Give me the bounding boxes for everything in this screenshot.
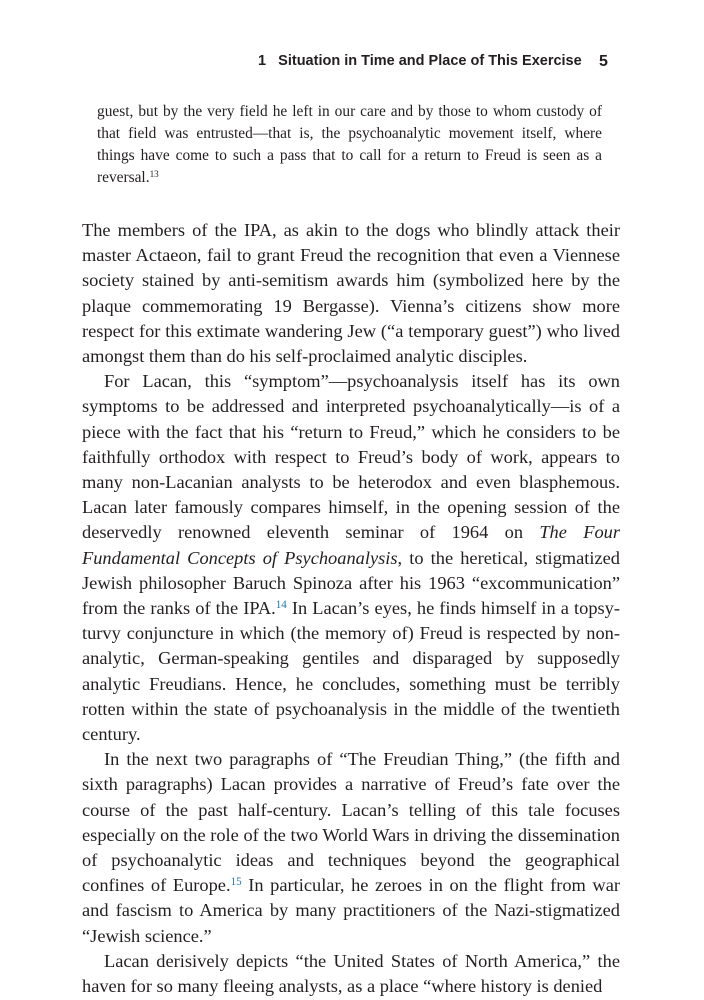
- block-quote: [97, 101, 602, 189]
- paragraph-2-text-c: In Lacan’s eyes, he finds himself in a topsy-turvy conjuncture in which (the memory of) Freud is respected by non-analytic, German-speaking gentiles and disparaged by supposedly analytic Freudians. Hence, he concludes, something must be terribly rotten within the state of psychoanalysis in the middle of the twentieth century.: [82, 598, 620, 745]
- paragraph-2: [82, 369, 620, 747]
- footnote-ref-13[interactable]: 13: [149, 168, 159, 179]
- block-quote-text: guest, but by the very field he left in our care and by those to whom custody of that field was entrusted—that is, the psychoanalytic movement itself, where things have come to such a pass that to call for a return to Freud is seen as a reversal.: [97, 103, 602, 186]
- running-header: [0, 53, 704, 75]
- chapter-title: Situation in Time and Place of This Exercise: [278, 53, 582, 69]
- paragraph-3-text-b: In particular, he zeroes in on the flight from war and fascism to America by many practitioners of the Nazi-stigmatized “Jewish science.”: [82, 875, 620, 946]
- paragraph-2-text-a: For Lacan, this “symptom”—psychoanalysis itself has its own symptoms to be addressed and interpreted psychoanalytically—is of a piece with the fact that his “return to Freud,” which he considers to be faithfully orthodox with respect to Freud’s body of work, appears to many non-Lacanian analysts to be heterodox and even blasphemous. Lacan later famously compares himself, in the opening session of the deservedly renowned eleventh seminar of 1964 on: [82, 371, 620, 543]
- footnote-link-14[interactable]: 14: [275, 598, 287, 611]
- paragraph-3-text-a: In the next two paragraphs of “The Freudian Thing,” (the fifth and sixth paragraphs) Lacan provides a narrative of Freud’s fate over the course of the past half-century. Lacan’s telling of this tale focuses especially on the role of the two World Wars in driving the dissemination of psychoanalytic ideas and techniques beyond the geographical confines of Europe.: [82, 749, 620, 896]
- block-quote-paragraph: [97, 101, 602, 189]
- paragraph-2-text-b: , to the heretical, stigmatized Jewish philosopher Baruch Spinoza after his 1963 “excommunication” from the ranks of the IPA.: [82, 547, 621, 619]
- paragraph-3: [82, 747, 620, 949]
- chapter-heading: [258, 53, 582, 69]
- paragraph-4: Lacan derisively depicts “the United States of North America,” the haven for so many fleeing analysts, as a place “where history is denied: [82, 950, 620, 997]
- page-number: 5: [599, 53, 608, 70]
- main-text: [82, 218, 620, 999]
- book-title: The Four Fundamental Concepts of Psychoanalysis: [82, 522, 621, 568]
- chapter-number: 1: [258, 53, 267, 69]
- footnote-link-15[interactable]: 15: [230, 876, 242, 889]
- paragraph-1: The members of the IPA, as akin to the dogs who blindly attack their master Actaeon, fail to grant Freud the recognition that even a Viennese society stained by anti-semitism awards him (symbolized here by the plaque commemorating 19 Bergasse). Vienna’s citizens show more respect for this extimate wandering Jew (“a temporary guest”) who lived amongst them than do his self-proclaimed analytic disciples.: [82, 220, 620, 367]
